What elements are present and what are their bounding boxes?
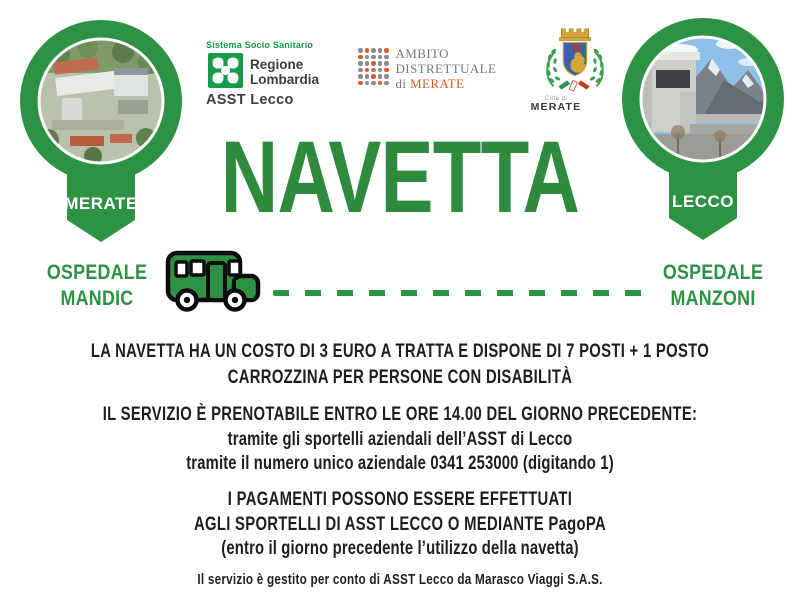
dot <box>384 55 389 60</box>
dot <box>358 48 363 53</box>
right-hospital-line1: OSPEDALE <box>662 261 764 284</box>
dot <box>371 48 376 53</box>
ambito-line3 <box>396 76 497 91</box>
rosa-camuna-icon <box>208 53 243 88</box>
footer-note: Il servizio è gestito per conto di ASST Lecco da Marasco Viaggi S.A.S. <box>197 571 603 588</box>
left-hospital-line1: OSPEDALE <box>46 261 148 284</box>
ambito-line3-highlight: MERATE <box>410 76 465 91</box>
dot <box>384 74 389 79</box>
info-cost-line1: LA NAVETTA HA UN COSTO DI 3 EURO A TRATTA E DISPONE DI 7 POSTI + 1 POSTO <box>90 341 710 362</box>
dot <box>365 61 370 66</box>
info-payment-line3: (entro il giorno precedente l’utilizzo della navetta) <box>221 538 579 559</box>
dot <box>365 55 370 60</box>
lombardia-tagline: Sistema Socio Sanitario <box>206 40 314 50</box>
dot <box>378 81 383 86</box>
dot <box>365 74 370 79</box>
ambito-line3-prefix: di <box>395 76 411 91</box>
dot <box>358 61 363 66</box>
right-hospital-name <box>632 260 794 312</box>
dot <box>384 68 389 73</box>
dot-grid-icon <box>358 48 389 85</box>
lombardia-name-line1: Regione <box>250 57 304 72</box>
ambito-logo <box>358 46 496 91</box>
ambito-line1: AMBITO <box>395 46 449 61</box>
dot <box>378 68 383 73</box>
ambito-line2: DISTRETTUALE <box>395 61 497 76</box>
dot <box>371 68 376 73</box>
dot <box>358 68 363 73</box>
crest-caption-small: Città di <box>544 96 568 102</box>
info-cost-line2: CARROZZINA PER PERSONE CON DISABILITÀ <box>227 367 573 388</box>
lombardia-name-line2: Lombardia <box>250 72 320 87</box>
info-payment-line2: AGLI SPORTELLI DI ASST LECCO O MEDIANTE PagoPA <box>193 514 607 535</box>
dot <box>371 74 376 79</box>
left-hospital-name <box>16 260 178 312</box>
dot <box>358 74 363 79</box>
ambito-text <box>396 46 497 91</box>
dot <box>371 61 376 66</box>
asst-lecco-label: ASST Lecco <box>206 92 294 108</box>
lombardia-name <box>250 57 319 87</box>
dot <box>365 81 370 86</box>
dot <box>371 81 376 86</box>
crest-caption: MERATE <box>530 101 582 113</box>
page-title: NAVETTA <box>220 120 580 234</box>
left-pin-label: MERATE <box>64 194 138 213</box>
dot <box>378 61 383 66</box>
info-booking-line3: tramite il numero unico aziendale 0341 253000 (digitando 1) <box>186 453 614 474</box>
dot <box>358 81 363 86</box>
dot <box>378 48 383 53</box>
dot <box>358 55 363 60</box>
dot <box>371 55 376 60</box>
dot <box>378 74 383 79</box>
dot <box>384 81 389 86</box>
dot <box>378 55 383 60</box>
dot <box>384 48 389 53</box>
info-booking-line1: IL SERVIZIO È PRENOTABILE ENTRO LE ORE 14.00 DEL GIORNO PRECEDENTE: <box>102 404 698 425</box>
shuttle-bus-icon <box>160 240 264 312</box>
left-hospital-line2: MANDIC <box>60 287 134 310</box>
info-payment-line1: I PAGAMENTI POSSONO ESSERE EFFETTUATI <box>227 489 573 510</box>
dot <box>384 61 389 66</box>
merate-coat-of-arms-icon <box>538 24 612 96</box>
right-hospital-line2: MANZONI <box>670 287 756 310</box>
right-pin-label: LECCO <box>672 192 734 211</box>
dot <box>365 48 370 53</box>
dot <box>365 68 370 73</box>
dashed-route-line <box>273 290 651 296</box>
info-booking-line2: tramite gli sportelli aziendali dell’ASST di Lecco <box>227 429 573 450</box>
